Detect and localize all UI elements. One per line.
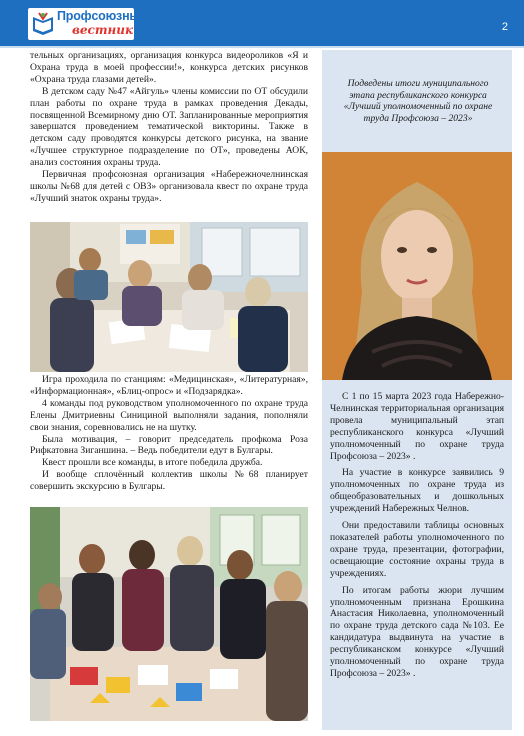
paragraph: В детском саду №47 «Айгуль» члены комиссии по ОТ обсудили план работы по охране труда в рамках проведения Декады, посвященной Всемирному дню ОТ. Запланированные мероприятия завершатся проведением тематической викторины. Также в детском саду проводятся конкурсы детского рисунка, на звание «Лучшее структурное подразделение по ОТ», проведены АОК, анализ состояния охраны труда. <box>30 85 308 169</box>
logo-subtitle: вестник <box>72 23 134 37</box>
paragraph: Первичная профсоюзная организация «Набережночелнинская школы №68 для детей с ОВЗ» организовала квест по охране труда «Лучший знаток охраны труда». <box>30 169 308 204</box>
book-logo-icon <box>31 11 55 37</box>
paragraph: По итогам работы жюри лучшим уполномоченным признана Ерошкина Анастасия Николаевна, уполномоченный по охране труда детского сада №103. Ее кандидатура выдвинута на участие в республиканском конкурсе «Лучший уполномоченный по охране труда Профсоюза – 2023» . <box>330 584 504 679</box>
paragraph: На участие в конкурсе заявились 9 уполномоченных по охране труда из общеобразовательных и дошкольных учреждений Набережных Челнов. <box>330 467 504 515</box>
quest-teams-photo <box>30 507 308 721</box>
sidebar-text <box>330 391 504 680</box>
quest-meeting-photo <box>30 222 308 372</box>
paragraph: С 1 по 15 марта 2023 года Набережно-Челнинская территориальная организация провела муниципальный этап республиканского конкурса «Лучший уполномоченный по охране труда Профсоюза – 2023» . <box>330 391 504 462</box>
page-header <box>0 0 524 46</box>
paragraph: Была мотивация, – говорит председатель профкома Роза Рифкатовна Зиганшина. – Ведь победители едут в Булгары. <box>30 433 308 457</box>
article-text-top <box>30 50 308 205</box>
page-number: 2 <box>501 21 508 33</box>
paragraph: И вообще сплочённый коллектив школы №68 планирует совершить экскурсию в Булгары. <box>30 469 308 493</box>
newsletter-logo <box>28 8 148 40</box>
paragraph: Квест прошли все команды, в итоге победила дружба. <box>42 457 263 469</box>
logo-title: Профсоюзный <box>57 9 148 23</box>
paragraph: Игра проходила по станциям: «Медицинская», «Литературная», «Информационная», «Блиц-опрос» и «Подзарядка». <box>30 374 308 397</box>
winner-portrait-photo <box>322 152 512 380</box>
article-text-middle <box>30 374 308 493</box>
sidebar-heading: Подведены итоги муниципального этапа республиканского конкурса «Лучший уполномоченный по охране труда Профсоюза – 2023» <box>343 78 493 124</box>
header-divider <box>0 46 524 48</box>
paragraph: 4 команды под руководством уполномоченного по охране труда Елены Дмитриевны Синициной выполняли задания, пополняли свои знания, соревновались не на шутку. <box>30 397 308 433</box>
paragraph: Они предоставили таблицы основных показателей работы уполномоченного по охране труда, презентации, фотографии, освещающие состояние охраны труда в учреждениях. <box>330 520 504 579</box>
paragraph: тельных организациях, организация конкурса видеороликов «Я и Охрана труда в моей профессии!», конкурса детских рисунков «Охрана труда глазами детей». <box>30 50 308 85</box>
